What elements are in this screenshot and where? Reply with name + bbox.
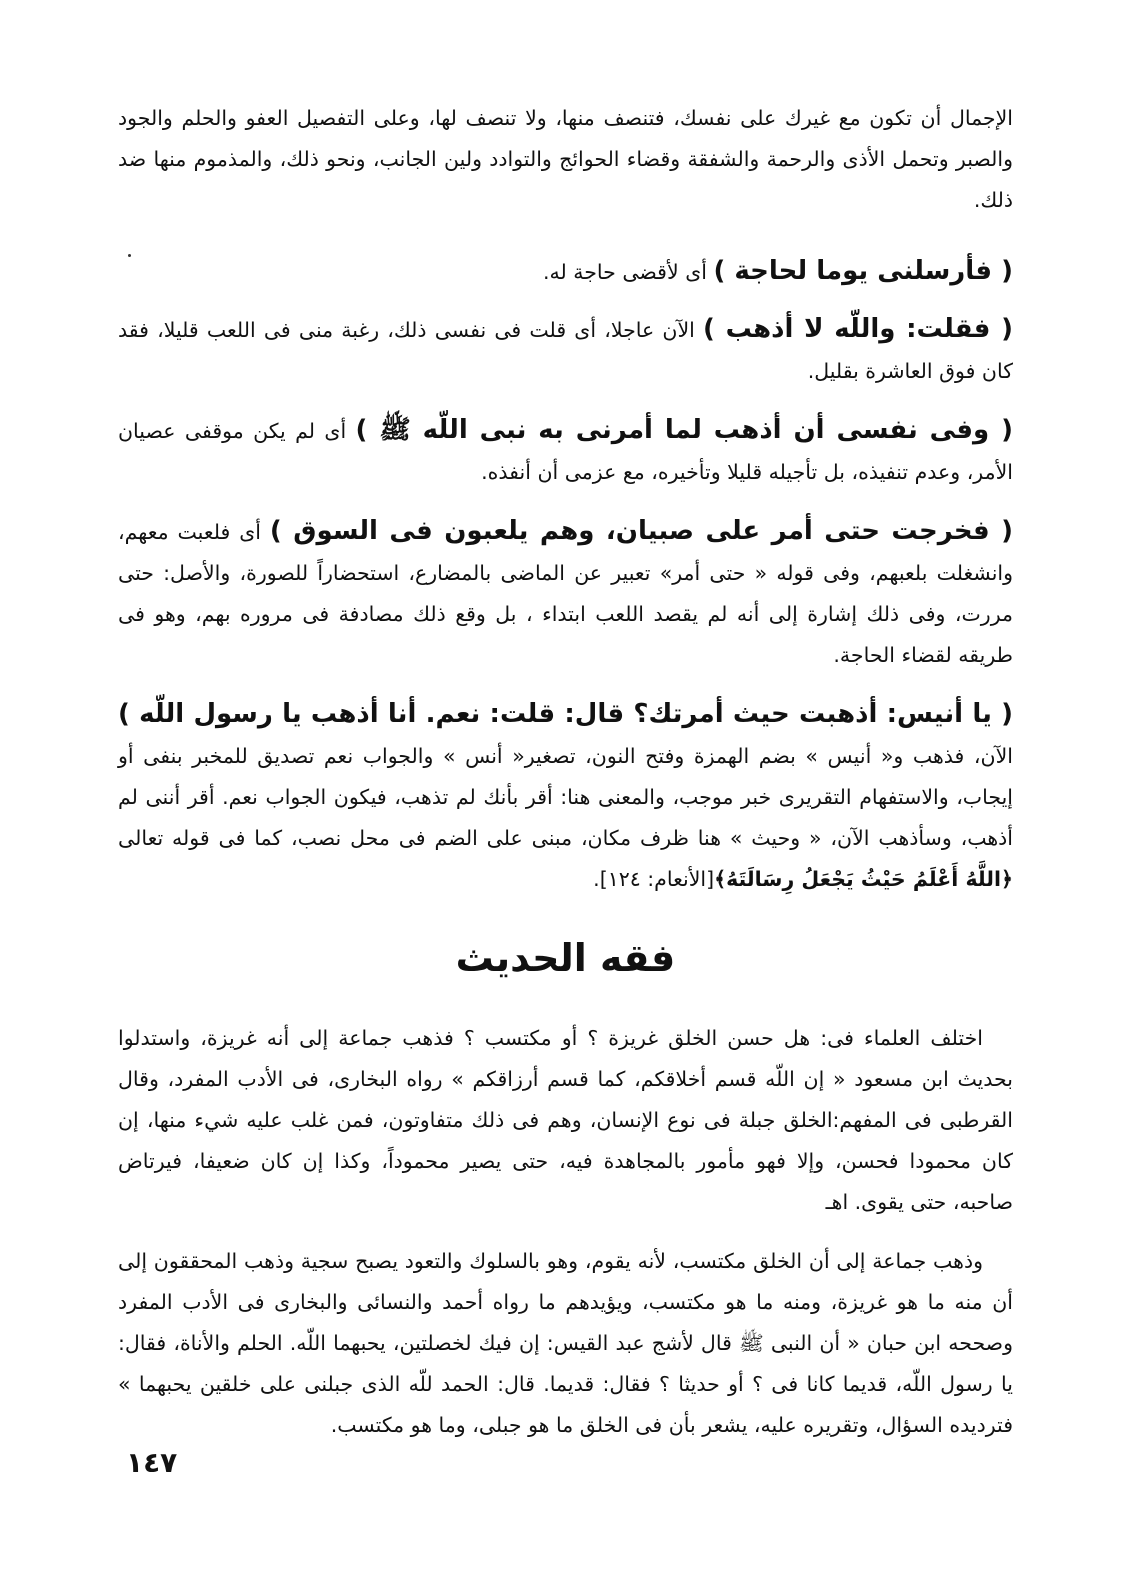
section-title: فقه الحديث: [455, 936, 676, 980]
commentary-paragraph-refusal: [118, 309, 1013, 392]
commentary-paragraph-errand: [118, 251, 1013, 293]
quran-verse: ﴿اللَّهُ أَعْلَمُ حَيْثُ يَجْعَلُ رِسَالَتَهُ﴾: [714, 867, 1013, 891]
commentary-text: الآن عاجلا، أى قلت فى نفسى ذلك، رغبة منى فى اللعب قليلا، فقد كان فوق العاشرة بقليل.: [118, 318, 1013, 383]
fiqh-paragraph-acquired: وذهب جماعة إلى أن الخلق مكتسب، لأنه يقوم، وهو بالسلوك والتعود يصبح سجية وذهب المحققون إلى أن منه ما هو غريزة، ومنه ما هو مكتسب، ويؤيدهم ما رواه أحمد والنسائى والبخارى فى الأدب المفرد وصححه ابن حبان « أن النبى ﷺ قال لأشج عبد القيس: إن فيك لخصلتين، يحبهما اللّه. الحلم والأناة، فقال: يا رسول اللّه، قديما كانا فى ؟ أو حديثا ؟ فقال: قديما. قال: الحمد للّه الذى جبلنى على خلقين يحبهما » فترديده السؤال، وتقريره عليه، يشعر بأن فى الخلق ما هو جبلى، وما هو مكتسب.: [118, 1249, 1013, 1437]
commentary-paragraph-market: [118, 511, 1013, 676]
commentary-paragraph-anis: [118, 694, 1013, 900]
hadith-quote: ( وفى نفسى أن أذهب لما أمرنى به نبى اللّه ﷺ ): [355, 415, 1013, 445]
page-body: [118, 98, 1013, 1446]
hadith-quote: ( فخرجت حتى أمر على صبيان، وهم يلعبون فى السوق ): [269, 516, 1013, 546]
commentary-text: أى فلعبت معهم، وانشغلت بلعبهم، وفى قوله « حتى أمر» تعبير عن الماضى بالمضارع، استحضاراً للصورة، والأصل: حتى مررت، وفى ذلك إشارة إلى أنه لم يقصد اللعب ابتداء ، بل وقع ذلك مصادفة فى مروره بهم، وهو فى طريقه لقضاء الحاجة.: [118, 520, 1013, 667]
page-number: ١٤٧: [126, 1446, 178, 1479]
commentary-text: الآن، فذهب و« أنيس » بضم الهمزة وفتح النون، تصغير« أنس » والجواب نعم تصديق للمخبر بنفى أو إيجاب، والاستفهام التقريرى خبر موجب، والمعنى هنا: أقر بأنك لم تذهب، فيكون الجواب نعم. أقر أننى لم أذهب، وسأذهب الآن، « وحيث » هنا ظرف مكان، مبنى على الضم فى محل نصب، كما فى قوله تعالى: [118, 744, 1013, 850]
commentary-paragraph-intent: [118, 410, 1013, 493]
commentary-text: أى لأقضى حاجة له.: [542, 260, 707, 284]
intro-paragraph: الإجمال أن تكون مع غيرك على نفسك، فتنصف منها، ولا تنصف لها، وعلى التفصيل العفو والحلم والجود والصبر وتحمل الأذى والرحمة والشفقة وقضاء الحوائج والتوادد ولين الجانب، ونحو ذلك، والمذموم منها ضد ذلك.: [118, 106, 1013, 212]
hadith-quote: ( فأرسلنى يوما لحاجة ): [713, 256, 1013, 286]
hadith-quote: ( فقلت: واللّه لا أذهب ): [703, 314, 1013, 344]
fiqh-paragraph-instinct: اختلف العلماء فى: هل حسن الخلق غريزة ؟ أو مكتسب ؟ فذهب جماعة إلى أنه غريزة، واستدلوا بحديث ابن مسعود « إن اللّه قسم أخلاقكم، كما قسم أرزاقكم » رواه البخارى، فى الأدب المفرد، وقال القرطبى فى المفهم:الخلق جبلة فى نوع الإنسان، وهم فى ذلك متفاوتون، فمن غلب عليه شيء منها، إن كان محمودا فحسن، وإلا فهو مأمور بالمجاهدة فيه، حتى يصير محموداً، وكذا إن كان ضعيفا، فيرتاض صاحبه، حتى يقوى. اهـ: [118, 1026, 1013, 1214]
hadith-quote: ( يا أنيس: أذهبت حيث أمرتك؟ قال: قلت: نعم. أنا أذهب يا رسول اللّه ): [118, 699, 1013, 729]
verse-reference: [الأنعام: ١٢٤].: [593, 867, 715, 891]
commentary-text: أى لم يكن موقفى عصيان الأمر، وعدم تنفيذه، بل تأجيله قليلا وتأخيره، مع عزمى أن أنفذه.: [118, 419, 1013, 484]
